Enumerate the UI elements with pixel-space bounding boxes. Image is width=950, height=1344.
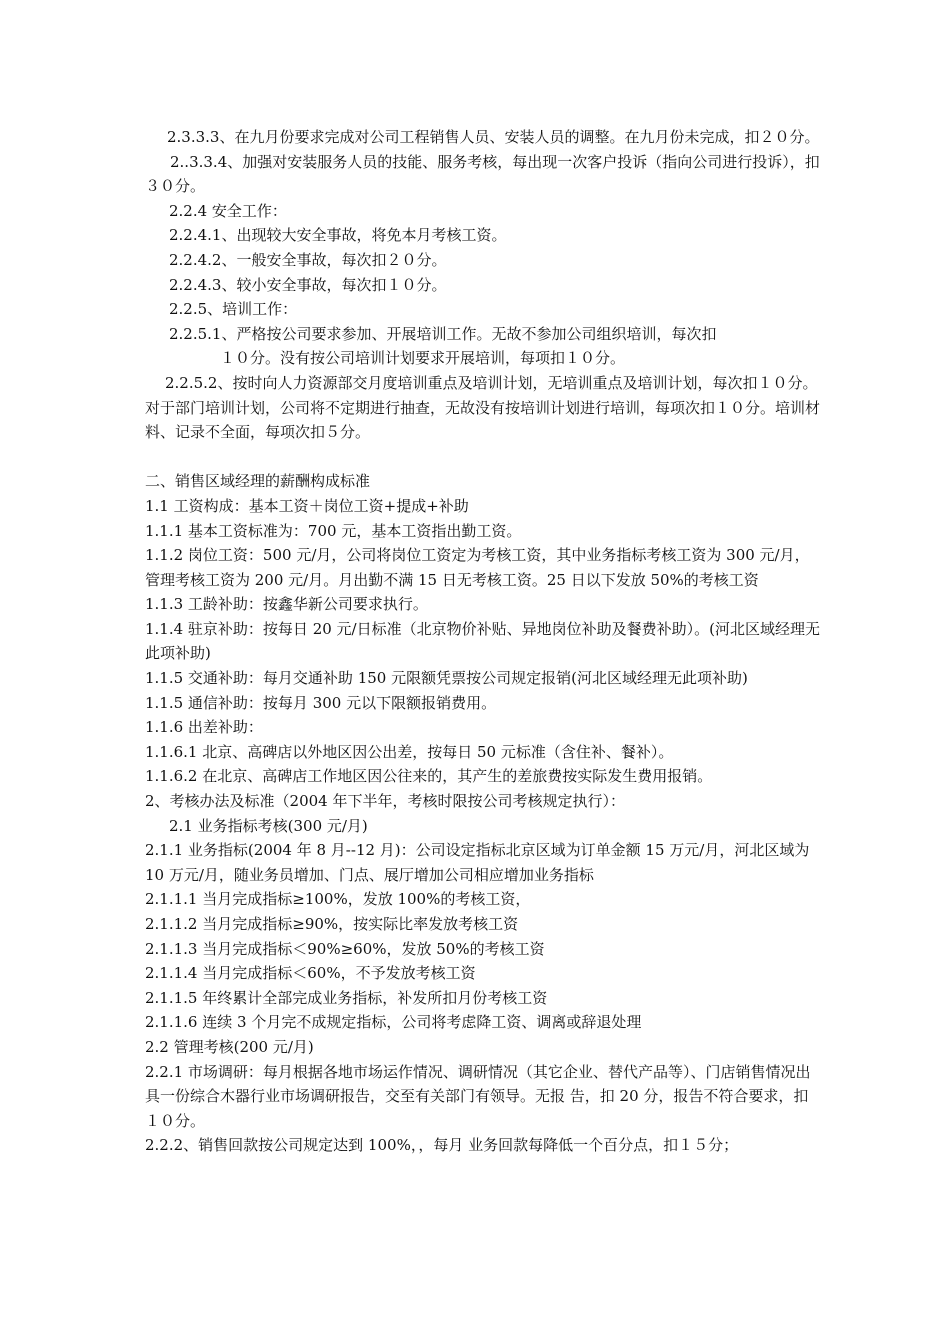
paragraph: 2.1.1.1 当月完成指标≥100%，发放 100%的考核工资， <box>145 890 531 909</box>
paragraph: 2.2.1 市场调研：每月根据各地市场运作情况、调研情况（其它企业、替代产品等）、门店销售情况出具一份综合木器行业市场调研报告，交至有关部门有领导。无报 告，扣 20 分，报告不符合要求，扣１０分。 <box>145 1062 811 1130</box>
paragraph: 2.2 管理考核(200 元/月) <box>145 1037 314 1056</box>
paragraph: 1.1.4 驻京补助：按每日 20 元/日标准（北京物价补贴、异地岗位补助及餐费补助）。(河北区域经理无此项补助) <box>145 619 820 663</box>
paragraph: １０分。没有按公司培训计划要求开展培训，每项扣１０分。 <box>220 349 626 368</box>
paragraph: 2.1.1.2 当月完成指标≥90%，按实际比率发放考核工资 <box>145 915 519 933</box>
paragraph: 1.1.6.2 在北京、高碑店工作地区因公往来的，其产生的差旅费按实际发生费用报销。 <box>145 767 713 786</box>
paragraph: 2..3.3.4、加强对安装服务人员的技能、服务考核，每出现一次客户投诉（指向公司进行投诉），扣３０分。 <box>145 152 820 196</box>
paragraph: 1.1.5 通信补助：按每月 300 元以下限额报销费用。 <box>145 693 497 712</box>
paragraph: 2.1.1.3 当月完成指标＜90%≥60%，发放 50%的考核工资 <box>145 939 545 958</box>
section-heading: 二、销售区域经理的薪酬构成标准 <box>145 472 371 491</box>
paragraph: 2.2.5.1、严格按公司要求参加、开展培训工作。无故不参加公司组织培训，每次扣 <box>169 324 717 343</box>
paragraph: 2.1 业务指标考核(300 元/月) <box>169 816 368 835</box>
paragraph: 1.1.2 岗位工资：500 元/月，公司将岗位工资定为考核工资，其中业务指标考核工资为 300 元/月，管理考核工资为 200 元/月。月出勤不满 15 日无考核工资。25 日以下发放 50%的考核工资 <box>145 546 810 589</box>
paragraph: 2.1.1.5 年终累计全部完成业务指标，补发所扣月份考核工资 <box>145 988 548 1007</box>
document-body <box>145 125 820 1158</box>
blank-line <box>145 445 820 470</box>
paragraph: 2.2.4.1、出现较大安全事故，将免本月考核工资。 <box>169 226 507 245</box>
paragraph: 2.1.1 业务指标(2004 年 8 月--12 月)：公司设定指标北京区域为订单金额 15 万元/月，河北区域为 10 万元/月，随业务员增加、门点、展厅增加公司相应增加业务指标 <box>145 841 810 884</box>
paragraph: 1.1 工资构成：基本工资＋岗位工资+提成+补助 <box>145 496 469 515</box>
paragraph: 2.1.1.4 当月完成指标＜60%，不予发放考核工资 <box>145 964 476 983</box>
paragraph: 2.2.2、销售回款按公司规定达到 100%，，每月 业务回款每降低一个百分点，扣１５分； <box>145 1136 739 1155</box>
paragraph: 2.2.4.2、一般安全事故，每次扣２０分。 <box>169 250 447 269</box>
paragraph: 2.2.4.3、较小安全事故，每次扣１０分。 <box>169 275 447 294</box>
paragraph: 1.1.3 工龄补助：按鑫华新公司要求执行。 <box>145 595 428 614</box>
paragraph: 2.2.5、培训工作： <box>169 300 298 319</box>
paragraph: 1.1.6 出差补助： <box>145 718 263 737</box>
paragraph: 2.2.5.2、按时向人力资源部交月度培训重点及培训计划，无培训重点及培训计划，每次扣１０分。对于部门培训计划，公司将不定期进行抽查，无故没有按培训计划进行培训，每项次扣１０分。培训材料、记录不全面，每项次扣５分。 <box>145 373 821 442</box>
paragraph: 2.2.4 安全工作： <box>169 201 287 220</box>
paragraph: 2、考核办法及标准（2004 年下半年，考核时限按公司考核规定执行）： <box>145 792 625 811</box>
paragraph: 1.1.1 基本工资标准为：700 元，基本工资指出勤工资。 <box>145 521 522 540</box>
paragraph: 1.1.6.1 北京、高碑店以外地区因公出差，按每日 50 元标准（含住补、餐补）。 <box>145 742 674 761</box>
paragraph: 2.3.3.3、在九月份要求完成对公司工程销售人员、安装人员的调整。在九月份未完成，扣２０分。 <box>167 128 820 146</box>
paragraph: 1.1.5 交通补助：每月交通补助 150 元限额凭票按公司规定报销(河北区域经理无此项补助) <box>145 669 748 688</box>
paragraph: 2.1.1.6 连续 3 个月完不成规定指标，公司将考虑降工资、调离或辞退处理 <box>145 1013 642 1032</box>
